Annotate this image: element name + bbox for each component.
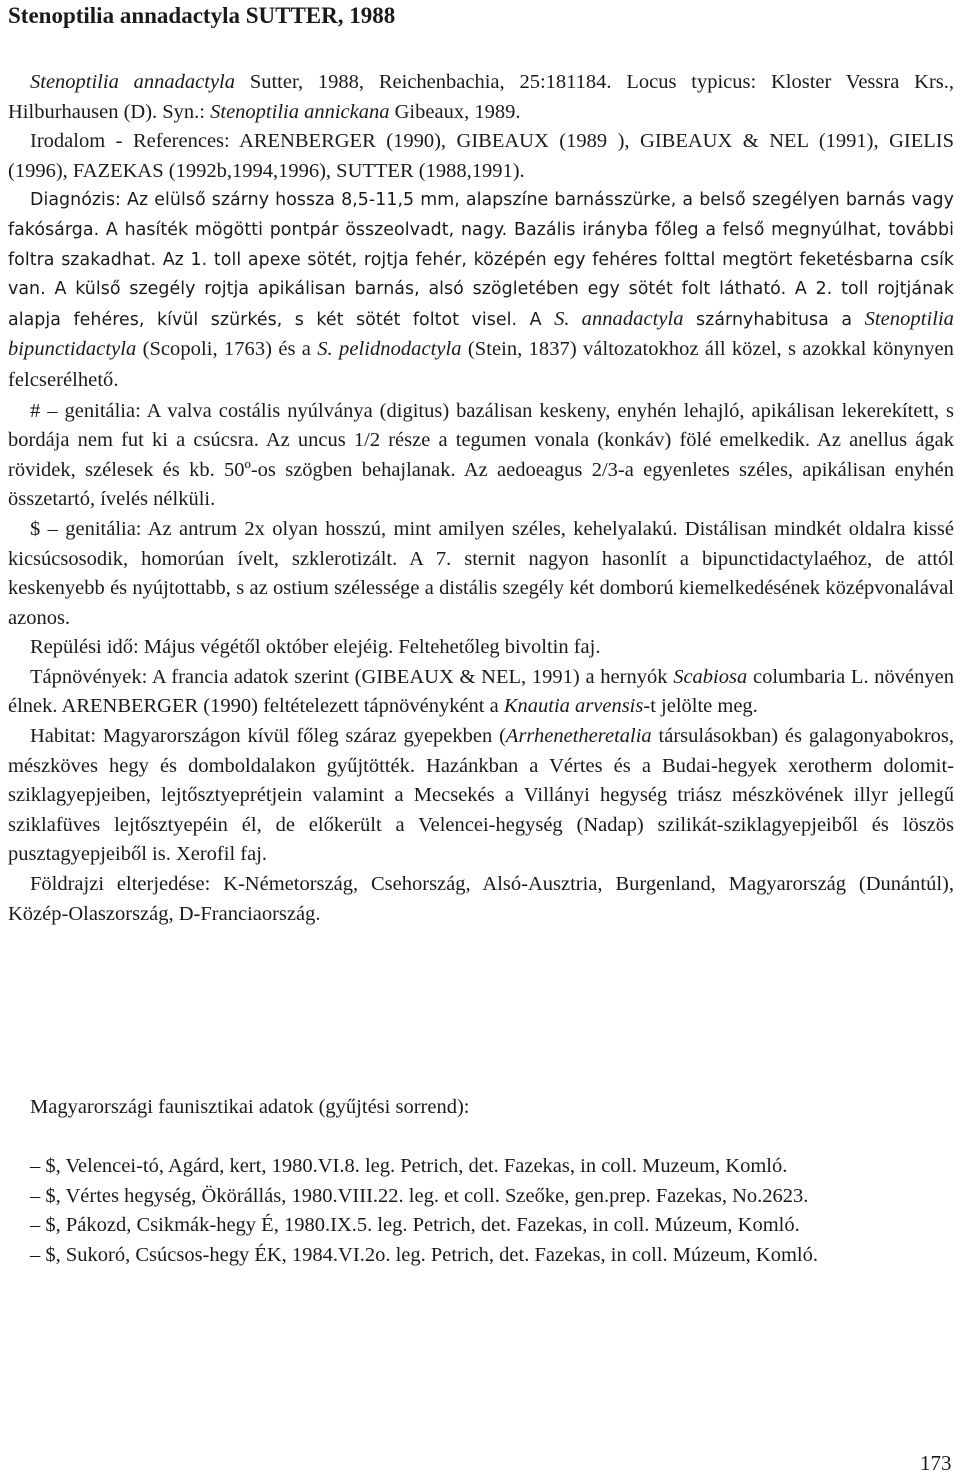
record-item: – $, Vértes hegység, Ökörállás, 1980.VIII.22. leg. et coll. Szeőke, gen.prep. Fazekas, No.2623.	[30, 1184, 809, 1207]
synonym-name: Stenoptilia annickana	[210, 100, 390, 123]
document-page	[8, 0, 954, 1477]
faunistic-heading: Magyarországi faunisztikai adatok (gyűjtési sorrend):	[30, 1096, 470, 1118]
faunistic-section	[8, 1093, 954, 1123]
distribution-paragraph: Földrajzi elterjedése: K-Németország, Csehország, Alsó-Ausztria, Burgenland, Magyarország (Dunántúl), Közép-Olaszország, D-Franciaország.	[8, 873, 954, 925]
main-text	[8, 68, 954, 929]
flight-period-paragraph: Repülési idő: Május végétől október elejéig. Feltehetőleg bivoltin faj.	[30, 636, 601, 659]
record-item: – $, Pákozd, Csikmák-hegy É, 1980.IX.5. leg. Petrich, det. Fazekas, in coll. Múzeum, Komló.	[30, 1214, 800, 1237]
synonymy-paragraph: Stenoptilia annadactyla Sutter, 1988, Reichenbachia, 25:181184. Locus typicus: Kloster Vessra Krs., Hilburhausen (D). Syn.: Stenoptilia annickana Gibeaux, 1989.	[8, 71, 954, 123]
record-item: – $, Sukoró, Csúcsos-hegy ÉK, 1984.VI.2o. leg. Petrich, det. Fazekas, in coll. Múzeum, Komló.	[30, 1243, 818, 1266]
hostplants-paragraph: Tápnövények: A francia adatok szerint (GIBEAUX & NEL, 1991) a hernyók Scabiosa columbaria L. növényen élnek. ARENBERGER (1990) feltételezett tápnövényként a Knautia arvensis-t jelölte meg.	[8, 665, 955, 718]
page-number: 173	[920, 1451, 952, 1475]
female-genitalia-paragraph: $ – genitália: Az antrum 2x olyan hosszú, mint amilyen széles, kehelyalakú. Distálisan mindkét oldalra kissé kicsúcsosodik, homorúan ívelt, szklerotizált. A 7. sternit nagyon hasonlít a bipunctidactylaéhoz, de attól keskenyebb és nyújtottabb, s az ostium szélessége a distális szegély két domború kiemelkedésének középvonalával azonos.	[8, 517, 954, 629]
habitat-paragraph: Habitat: Magyarországon kívül főleg száraz gyepekben (Arrhenetheretalia társulásokban) és galagonyabokros, mészköves hegy és domboldalakon gyűjtötték. Hazánkban a Vértes és a Budai-hegyek xerotherm dolomit-sziklagyepjeiben, lejtősztyeprétjein valamint a Mecsekés a Villányi hegység triász mészkövének illyr jellegű sziklafüves lejtősztyepéin él, de előkerült a Velencei-hegység (Nadap) szilikát-sziklagyepjeiből és löszös pusztagyepjeiből is. Xerofil faj.	[8, 725, 955, 866]
references-paragraph: Irodalom - References: ARENBERGER (1990), GIBEAUX (1989 ), GIBEAUX & NEL (1991), GIELIS (1996), FAZEKAS (1992b,1994,1996), SUTTER (1988,1991).	[8, 130, 954, 182]
record-item: – $, Velencei-tó, Agárd, kert, 1980.VI.8. leg. Petrich, det. Fazekas, in coll. Muzeum, Komló.	[30, 1155, 788, 1177]
male-genitalia-paragraph: # – genitália: A valva costális nyúlványa (digitus) bazálisan keskeny, enyhén lehajló, apikálisan lekerekített, s bordája nem fut ki a csúcsra. Az uncus 1/2 része a tegumen vonala (konkáv) fölé emelkedik. Az anellus ágak rövidek, szélesek és kb. 50º-os szögben behajlanak. Az aedoeagus 2/3-a egyenletes széles, apikálisan enyhén összetartó, ívelés nélküli.	[8, 399, 954, 511]
diagnosis-paragraph: Diagnózis: Az elülső szárny hossza 8,5-11,5 mm, alapszíne barnásszürke, a belső szegélyen barnás vagy fakósárga. A hasíték mögötti pontpár összeolvadt, nagy. Bazális irányba főleg a felső megnyúlhat, további foltra szakadhat. Az 1. toll apexe sötét, rojtja fehér, középén egy fehéres folttal megtört feketésbarna csík van. A külső szegély rojtja apikálisan barnás, alsó szögletében egy sötét folt látható. A 2. toll rojtjának alapja fehéres, kívül szürkés, s két sötét foltot visel. A S. annadactyla szárnyhabitusa a Stenoptilia bipunctidactyla (Scopoli, 1763) és a S. pelidnodactyla (Stein, 1837) változatokhoz áll közel, s azokkal könynyen felcserélhető.	[8, 190, 954, 391]
records-list	[8, 1152, 954, 1270]
species-title: Stenoptilia annadactyla SUTTER, 1988	[8, 3, 396, 28]
species-name: Stenoptilia annadactyla	[30, 71, 235, 93]
